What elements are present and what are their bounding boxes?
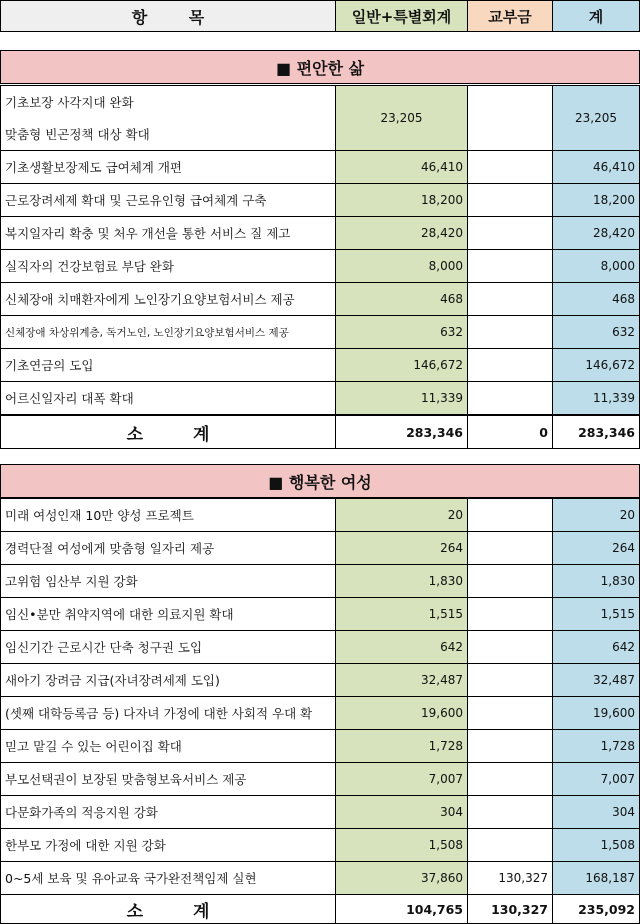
cell-education <box>467 630 553 664</box>
subtotal-general: 104,765 <box>335 894 468 924</box>
cell-total: 1,508 <box>552 828 640 862</box>
cell-education <box>467 597 553 631</box>
cell-general: 20 <box>335 498 468 532</box>
cell-general: 1,508 <box>335 828 468 862</box>
cell-general: 468 <box>335 282 468 316</box>
cell-education <box>467 696 553 730</box>
cell-education <box>467 150 553 184</box>
cell-general: 46,410 <box>335 150 468 184</box>
cell-education: 130,327 <box>467 861 553 895</box>
cell-total: 468 <box>552 282 640 316</box>
cell-general: 146,672 <box>335 348 468 382</box>
subtotal-label: 소 계 <box>0 415 336 449</box>
subtotal-label: 소 계 <box>0 894 336 924</box>
table-row-label: 미래 여성인재 10만 양성 프로젝트 <box>0 498 336 532</box>
cell-total: 19,600 <box>552 696 640 730</box>
cell-total: 304 <box>552 795 640 829</box>
cell-education <box>467 249 553 283</box>
header-total: 계 <box>552 0 640 32</box>
cell-education <box>467 216 553 250</box>
subtotal-total: 235,092 <box>552 894 640 924</box>
cell-education <box>467 828 553 862</box>
cell-education <box>467 381 553 415</box>
cell-general: 1,728 <box>335 729 468 763</box>
cell-general: 8,000 <box>335 249 468 283</box>
cell-general: 28,420 <box>335 216 468 250</box>
subtotal-education: 0 <box>467 415 553 449</box>
table-row-label: 근로장려세제 확대 및 근로유인형 급여체계 구축 <box>0 183 336 217</box>
header-item: 항 목 <box>0 0 336 32</box>
cell-total: 18,200 <box>552 183 640 217</box>
table-row-label: 복지일자리 확충 및 처우 개선을 통한 서비스 질 제고 <box>0 216 336 250</box>
cell-education <box>467 729 553 763</box>
header-education-grant: 교부금 <box>467 0 553 32</box>
subtotal-education: 130,327 <box>467 894 553 924</box>
table-row-label: 믿고 맡길 수 있는 어린이집 확대 <box>0 729 336 763</box>
subtotal-general: 283,346 <box>335 415 468 449</box>
cell-total: 1,830 <box>552 564 640 598</box>
cell-education <box>467 663 553 697</box>
cell-total: 7,007 <box>552 762 640 796</box>
cell-general: 642 <box>335 630 468 664</box>
section-title-comfortable-life: ■ 편안한 삶 <box>0 50 640 84</box>
table-row-label: 임신•분만 취약지역에 대한 의료지원 확대 <box>0 597 336 631</box>
cell-general: 264 <box>335 531 468 565</box>
cell-education <box>467 762 553 796</box>
cell-education <box>467 315 553 349</box>
table-row-label: 부모선택권이 보장된 맞춤형보육서비스 제공 <box>0 762 336 796</box>
cell-education <box>467 498 553 532</box>
cell-education <box>467 531 553 565</box>
table-row-label: 신체장애 차상위계층, 독거노인, 노인장기요양보험서비스 제공 <box>0 315 336 349</box>
table-row-label: 기초생활보장제도 급여체계 개편 <box>0 150 336 184</box>
cell-total: 23,205 <box>552 85 640 151</box>
table-row-label: 경력단절 여성에게 맞춤형 일자리 제공 <box>0 531 336 565</box>
table-row-label: 실직자의 건강보험료 부담 완화 <box>0 249 336 283</box>
cell-total: 1,728 <box>552 729 640 763</box>
cell-education <box>467 85 553 151</box>
table-row-label: 고위험 임산부 지원 강화 <box>0 564 336 598</box>
subtotal-total: 283,346 <box>552 415 640 449</box>
cell-general: 32,487 <box>335 663 468 697</box>
cell-total: 264 <box>552 531 640 565</box>
cell-total: 46,410 <box>552 150 640 184</box>
table-row-label: 신체장애 치매환자에게 노인장기요양보험서비스 제공 <box>0 282 336 316</box>
table-row-label: 다문화가족의 적응지원 강화 <box>0 795 336 829</box>
cell-general: 37,860 <box>335 861 468 895</box>
cell-education <box>467 564 553 598</box>
cell-total: 8,000 <box>552 249 640 283</box>
cell-total: 20 <box>552 498 640 532</box>
cell-general: 1,515 <box>335 597 468 631</box>
cell-education <box>467 282 553 316</box>
table-row-label: 새아기 장려금 지급(자녀장려세제 도입) <box>0 663 336 697</box>
header-general-account: 일반+특별회계 <box>335 0 468 32</box>
table-row-label: 0~5세 보육 및 유아교육 국가완전책임제 실현 <box>0 861 336 895</box>
cell-education <box>467 795 553 829</box>
section-title-happy-women: ■ 행복한 여성 <box>0 464 640 498</box>
cell-total: 168,187 <box>552 861 640 895</box>
cell-general: 23,205 <box>335 85 468 151</box>
cell-total: 32,487 <box>552 663 640 697</box>
cell-total: 11,339 <box>552 381 640 415</box>
cell-total: 146,672 <box>552 348 640 382</box>
cell-total: 642 <box>552 630 640 664</box>
table-row-label: 어르신일자리 대폭 확대 <box>0 381 336 415</box>
cell-education <box>467 348 553 382</box>
cell-general: 18,200 <box>335 183 468 217</box>
table-row-label: (셋째 대학등록금 등) 다자녀 가정에 대한 사회적 우대 확 <box>0 696 336 730</box>
cell-general: 304 <box>335 795 468 829</box>
cell-general: 19,600 <box>335 696 468 730</box>
cell-general: 7,007 <box>335 762 468 796</box>
cell-total: 632 <box>552 315 640 349</box>
cell-total: 1,515 <box>552 597 640 631</box>
cell-general: 632 <box>335 315 468 349</box>
row-label-line: 기초보장 사각지대 완화 <box>5 95 134 110</box>
row-label-line: 맞춤형 빈곤정책 대상 확대 <box>5 127 150 142</box>
cell-general: 1,830 <box>335 564 468 598</box>
table-row-label <box>0 85 336 151</box>
table-row-label: 기초연금의 도입 <box>0 348 336 382</box>
table-row-label: 한부모 가정에 대한 지원 강화 <box>0 828 336 862</box>
cell-total: 28,420 <box>552 216 640 250</box>
table-row-label: 임신기간 근로시간 단축 청구권 도입 <box>0 630 336 664</box>
cell-general: 11,339 <box>335 381 468 415</box>
cell-education <box>467 183 553 217</box>
